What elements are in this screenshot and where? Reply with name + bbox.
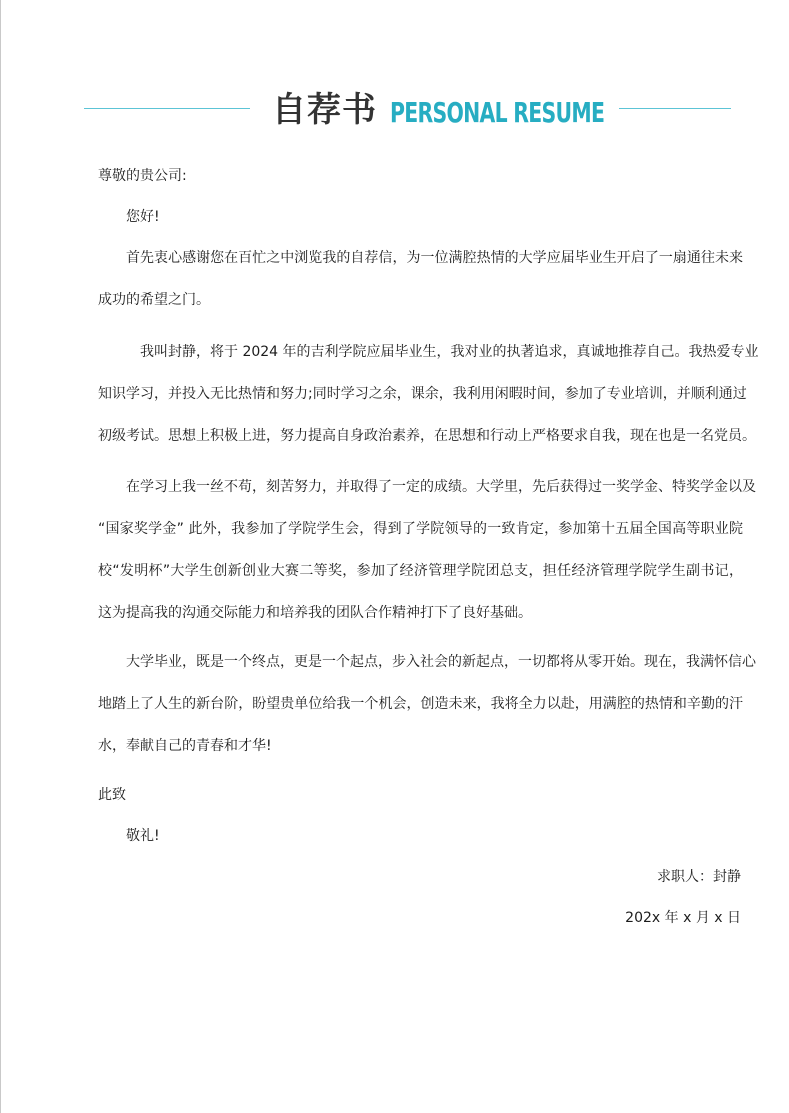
signature: 求职人：封静 [657, 869, 741, 885]
header-rule-right [619, 108, 731, 109]
paragraph-line: 初级考试。思想上积极上进，努力提高自身政治素养，在思想和行动上严格要求自我，现在也是一名党员。 [98, 428, 756, 444]
closing: 此致 [98, 787, 126, 803]
paragraph-line: 首先衷心感谢您在百忙之中浏览我的自荐信，为一位满腔热情的大学应届毕业生开启了一扇通往未来 [126, 250, 743, 266]
paragraph-line: 水，奉献自己的青春和才华! [98, 738, 272, 754]
paragraph-line: 地踏上了人生的新台阶，盼望贵单位给我一个机会，创造未来，我将全力以赴，用满腔的热情和辛勤的汗 [98, 696, 743, 712]
paragraph-line: 校“发明杯”大学生创新创业大赛二等奖，参加了经济管理学院团总支，担任经济管理学院学生副书记， [98, 563, 743, 579]
title-chinese: 自荐书 [272, 90, 377, 130]
paragraph-line: 成功的希望之门。 [98, 292, 210, 308]
paragraph-line: “国家奖学金” 此外，我参加了学院学生会，得到了学院领导的一致肯定，参加第十五届全国高等职业院 [98, 521, 743, 537]
page-left-border [0, 0, 1, 1113]
paragraph-4 [98, 652, 756, 756]
header [0, 86, 789, 138]
paragraph-1 [98, 248, 743, 310]
hello-line: 您好! [126, 209, 160, 225]
paragraph-2 [98, 342, 759, 446]
paragraph-3 [98, 477, 756, 623]
salute: 敬礼! [126, 828, 160, 844]
paragraph-line: 大学毕业，既是一个终点，更是一个起点，步入社会的新起点，一切都将从零开始。现在，我满怀信心 [126, 654, 756, 670]
header-rule-left [84, 108, 250, 109]
title-english: PERSONAL RESUME [390, 96, 605, 129]
paragraph-line: 这为提高我的沟通交际能力和培养我的团队合作精神打下了良好基础。 [98, 605, 532, 621]
paragraph-line: 我叫封静，将于 2024 年的吉利学院应届毕业生，我对业的执著追求，真诚地推荐自己。我热爱专业 [140, 344, 759, 360]
paragraph-line: 知识学习，并投入无比热情和努力;同时学习之余，课余，我利用闲暇时间，参加了专业培训，并顺利通过 [98, 386, 747, 402]
date: 202x 年 x 月 x 日 [625, 910, 741, 926]
greeting: 尊敬的贵公司: [98, 168, 187, 184]
paragraph-line: 在学习上我一丝不苟，刻苦努力，并取得了一定的成绩。大学里，先后获得过一奖学金、特奖学金以及 [126, 479, 756, 495]
